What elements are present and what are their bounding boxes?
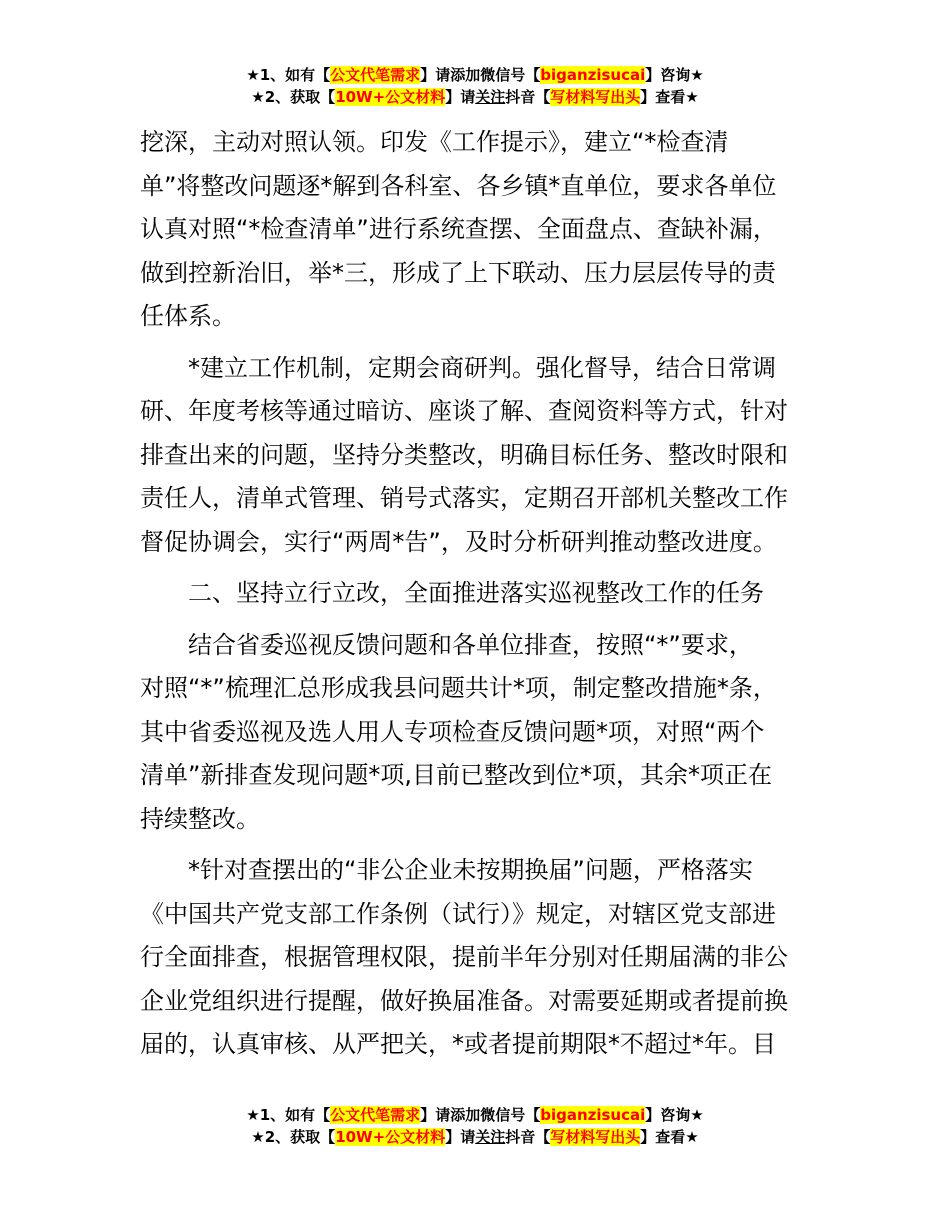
paragraph-line: 清单”新排查发现问题*项,目前已整改到位*项，其余*项正在 xyxy=(140,761,773,789)
paragraph-line: 做到控新治旧，举*三，形成了上下联动、压力层层传导的责 xyxy=(140,258,776,287)
footer-highlight-materials: 10W+公文材料 xyxy=(335,1128,446,1146)
paragraph-line: 企业党组织进行提醒，做好换届准备。对需要延期或者提前换 xyxy=(140,986,788,1015)
paragraph-line: 督促协调会，实行“两周*告”，及时分析研判推动整改进度。 xyxy=(140,527,777,556)
header-highlight-douyin: 写材料写出头 xyxy=(550,88,641,106)
paragraph-line: 单”将整改问题逐*解到各科室、各乡镇*直单位，要求各单位 xyxy=(140,171,777,200)
paragraph-line: *针对查摆出的“非公企业未按期换届”问题，严格落实 xyxy=(188,856,753,884)
footer-line-2-mid1: 】请 xyxy=(445,1128,476,1146)
paragraph-line: 对照“*”梳理汇总形成我县问题共计*项，制定整改措施*条， xyxy=(140,674,777,702)
paragraph-line: 挖深，主动对照认领。印发《工作提示》，建立“*检查清 xyxy=(140,128,729,156)
header-line-1-suffix: 】咨询★ xyxy=(645,66,704,84)
footer-banner xyxy=(0,1104,950,1148)
header-underlined-follow: 关注 xyxy=(475,88,506,106)
paragraph-line: 《中国共产党支部工作条例（试行）》规定，对辖区党支部进 xyxy=(140,899,776,928)
footer-highlight-douyin: 写材料写出头 xyxy=(550,1128,641,1146)
header-line-2-prefix: ★2、获取【 xyxy=(251,88,336,106)
paragraph-4 xyxy=(140,849,840,1067)
paragraph-line: 责任人，清单式管理、销号式落实，定期召开部机关整改工作 xyxy=(140,484,788,512)
header-line-2 xyxy=(0,86,950,108)
header-line-1-prefix: ★1、如有【 xyxy=(246,66,331,84)
header-line-2-mid2: 抖音【 xyxy=(505,88,551,106)
header-line-1 xyxy=(0,64,950,86)
footer-highlight-wechat-id: biganzisucai xyxy=(540,1106,646,1124)
footer-line-2-prefix: ★2、获取【 xyxy=(251,1128,336,1146)
header-line-2-suffix: 】查看★ xyxy=(640,88,699,106)
header-line-1-mid: 】请添加微信号【 xyxy=(420,66,541,84)
footer-line-1-prefix: ★1、如有【 xyxy=(246,1106,331,1124)
header-highlight-wechat-id: biganzisucai xyxy=(540,66,646,84)
footer-line-2-suffix: 】查看★ xyxy=(640,1128,699,1146)
footer-line-1 xyxy=(0,1104,950,1126)
header-highlight-materials: 10W+公文材料 xyxy=(335,88,446,106)
document-body xyxy=(140,121,840,1067)
footer-line-1-mid: 】请添加微信号【 xyxy=(420,1106,541,1124)
paragraph-2 xyxy=(140,347,840,565)
section-heading-2 xyxy=(140,572,840,616)
paragraph-1 xyxy=(140,121,840,339)
footer-line-2 xyxy=(0,1126,950,1148)
paragraph-line: 排查出来的问题，坚持分类整改，明确目标任务、整改时限和 xyxy=(140,440,788,469)
footer-line-2-mid2: 抖音【 xyxy=(505,1128,551,1146)
paragraph-line: 结合省委巡视反馈问题和各单位排查，按照“*”要求， xyxy=(188,630,753,659)
paragraph-line: *建立工作机制，定期会商研判。强化督导，结合日常调 xyxy=(188,353,776,382)
header-highlight-ghostwriting: 公文代笔需求 xyxy=(330,66,421,84)
header-line-2-mid1: 】请 xyxy=(445,88,476,106)
paragraph-3 xyxy=(140,624,840,842)
footer-highlight-ghostwriting: 公文代笔需求 xyxy=(330,1106,421,1124)
paragraph-line: 届的，认真审核、从严把关，*或者提前期限*不超过*年。目 xyxy=(140,1030,776,1058)
paragraph-line: 认真对照“*检查清单”进行系统查摆、全面盘点、查缺补漏， xyxy=(140,215,777,243)
footer-underlined-follow: 关注 xyxy=(475,1128,506,1146)
header-banner xyxy=(0,64,950,108)
paragraph-line: 持续整改。 xyxy=(140,804,260,833)
paragraph-line: 行全面排查，根据管理权限，提前半年分别对任期届满的非公 xyxy=(140,943,788,971)
section-heading-text: 二、坚持立行立改，全面推进落实巡视整改工作的任务 xyxy=(188,579,764,607)
footer-line-1-suffix: 】咨询★ xyxy=(645,1106,704,1124)
paragraph-line: 其中省委巡视及选人用人专项检查反馈问题*项，对照“两个 xyxy=(140,717,765,746)
paragraph-line: 任体系。 xyxy=(140,302,236,330)
paragraph-line: 研、年度考核等通过暗访、座谈了解、查阅资料等方式，针对 xyxy=(140,397,788,425)
